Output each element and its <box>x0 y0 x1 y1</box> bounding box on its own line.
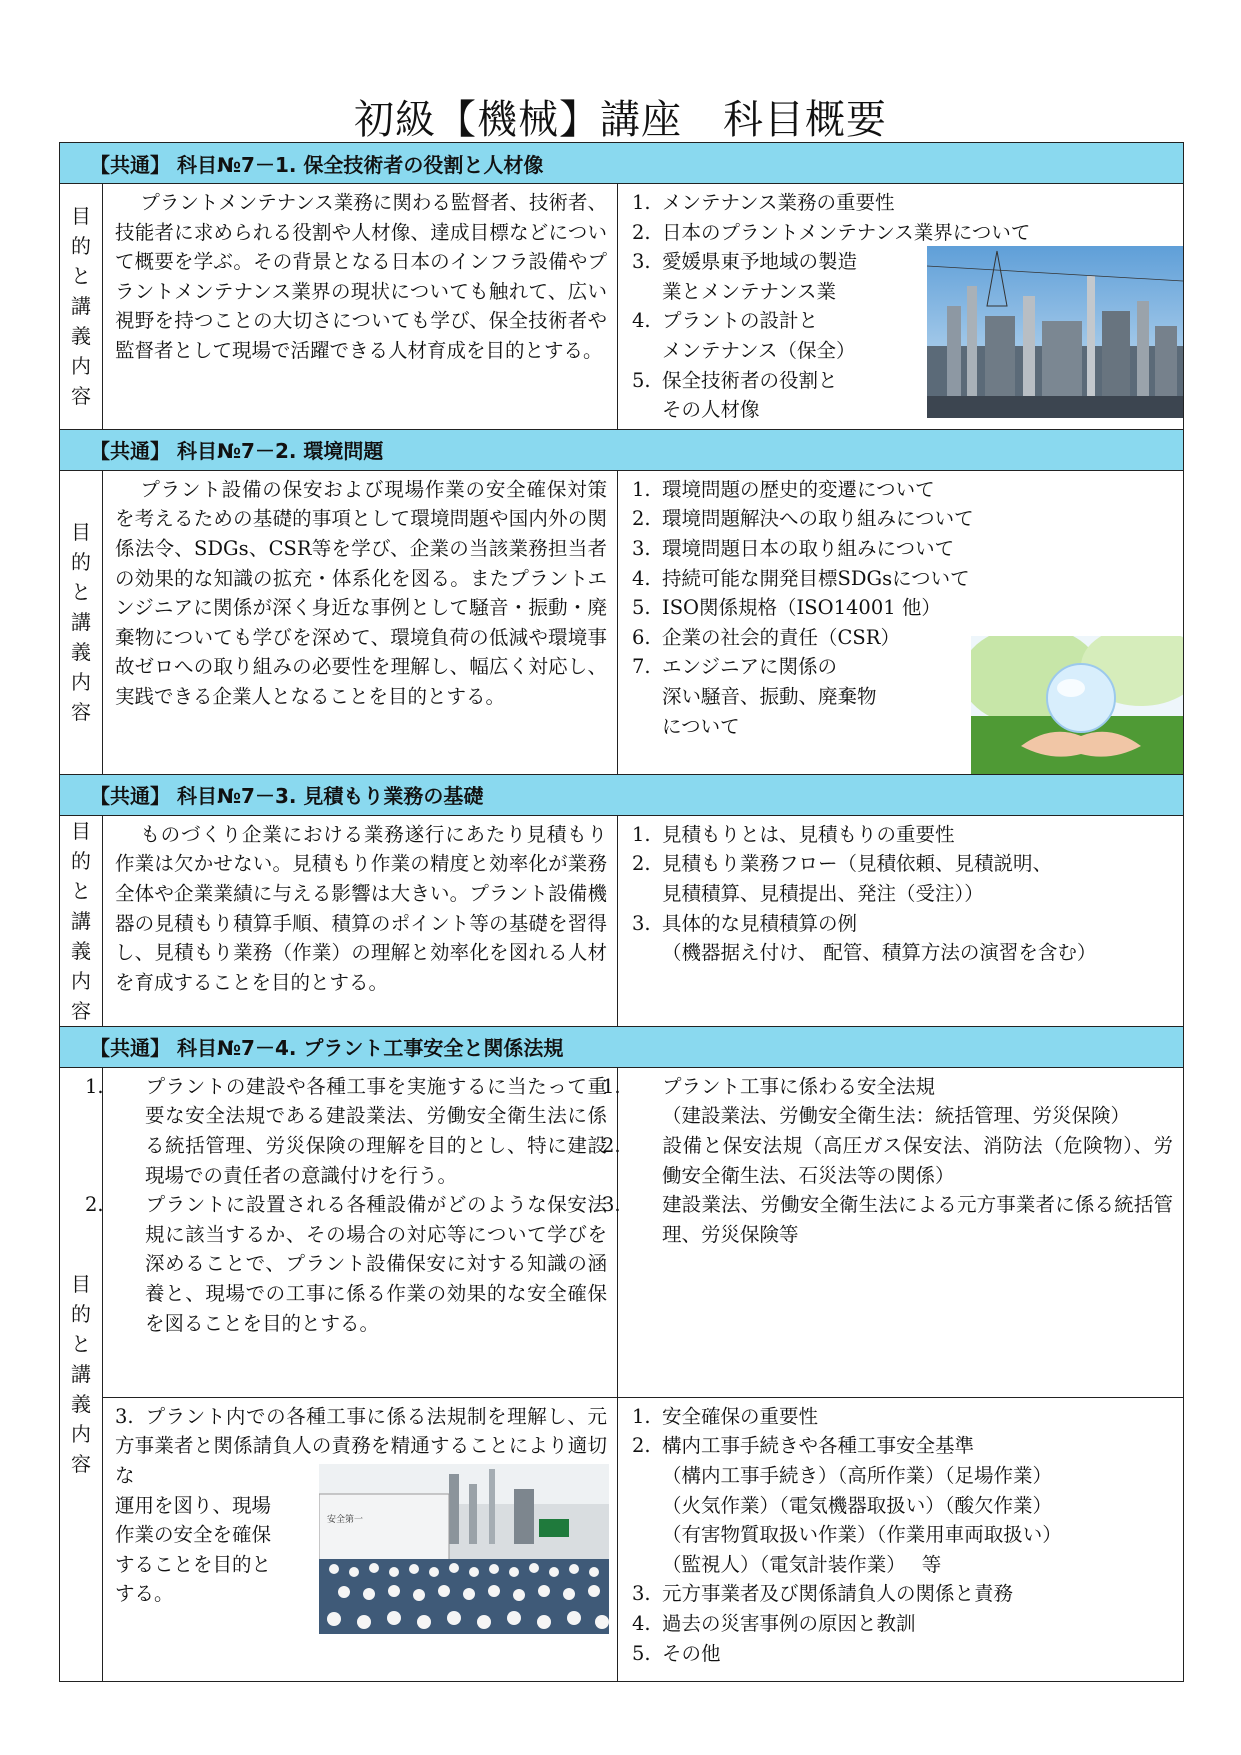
content-cell <box>618 184 1184 430</box>
list-item: 3. 元方事業者及び関係請負人の関係と責務 <box>632 1582 1014 1606</box>
list-item: 3. 環境問題日本の取り組みについて <box>632 536 955 560</box>
purpose-cell <box>103 815 618 1026</box>
list-item: 3. 具体的な見積積算の例 （機器据え付け、 配管、積算方法の演習を含む） <box>632 911 1097 965</box>
section-header-3: 【共通】 科目№7－3. 見積もり業務の基礎 <box>60 774 1184 815</box>
page-title: 初級【機械】講座 科目概要 <box>354 97 887 143</box>
side-label-text: 目 的 と 講 義 内 容 <box>71 204 91 409</box>
side-label-text: 目 的 と 講 義 内 容 <box>71 818 91 1023</box>
side-label <box>60 184 103 430</box>
list-item: 1. 見積もりとは、見積もりの重要性 <box>632 822 955 846</box>
purpose-item-3-rest: 運用を図り、現場 作業の安全を確保 することを目的と する。 <box>115 1493 272 1606</box>
list-item: 2. 構内工事手続きや各種工事安全基準 （構内工事手続き）（高所作業）（足場作業） （火気作業）（電気機器取扱い）（酸欠作業） （有害物質取扱い作業）（作業用車両取扱い） （監視人）（電気計装作業） 等 <box>632 1434 1062 1576</box>
list-item: 1. メンテナンス業務の重要性 <box>632 191 895 214</box>
list-item: 1. 環境問題の歴史的変遷について <box>632 477 935 501</box>
purpose-text: ものづくり企業における業務遂行にあたり見積もり作業は欠かせない。見積もり作業の精度と効率化が業務全体や企業業績に与える影響は大きい。プラント設備機器の見積もり積算手順、積算のポイント等の基礎を習得し、見積もり業務（作業）の理解と効率化を図れる人材を育成することを目的とする。 <box>115 822 607 994</box>
purpose-cell <box>103 184 618 430</box>
list-item: 4. プラントの設計と メンテナンス（保全） <box>632 309 856 362</box>
list-item: 6. 企業の社会的責任（CSR） <box>632 625 900 649</box>
globe-hands-photo <box>971 636 1183 774</box>
list-item: 2. 設備と保安法規（高圧ガス保安法、消防法（危険物）、労働安全衛生法、石災法等の関係） <box>602 1133 1174 1187</box>
list-item: 3. 建設業法、労働安全衛生法による元方事業者に係る統括管理、労災保険等 <box>602 1193 1174 1246</box>
purpose-item: 2. プラントに設置される各種設備がどのような保安法規に該当するか、その場合の対応等について学びを深めることで、プラント設備保安に対する知識の涵養と、現場での工事に係る作業の効果的な安全確保を図ることを目的とする。 <box>85 1193 607 1335</box>
list-item: 2. 環境問題解決への取り組みについて <box>632 507 974 531</box>
purpose-cell <box>103 470 618 774</box>
side-label-text: 目 的 と 講 義 内 容 <box>71 520 91 725</box>
side-label <box>60 1067 103 1681</box>
safety-meeting-photo <box>319 1464 609 1634</box>
side-label <box>60 470 103 774</box>
content-list <box>632 820 1173 968</box>
purpose-list <box>85 1072 607 1338</box>
list-item: 7. エンジニアに関係の 深い騒音、振動、廃棄物 について <box>632 655 877 738</box>
list-item: 1. 安全確保の重要性 <box>632 1404 819 1428</box>
course-table <box>59 142 1184 1682</box>
section-header-1: 【共通】 科目№7－1. 保全技術者の役割と人材像 <box>60 143 1184 184</box>
list-item: 5. その他 <box>632 1641 721 1665</box>
photo-sign-text: 安全第一 <box>327 1514 364 1525</box>
list-item: 5. ISO関係規格（ISO14001 他） <box>632 596 941 620</box>
list-item: 4. 過去の災害事例の原因と教訓 <box>632 1611 916 1635</box>
content-cell <box>618 470 1184 774</box>
content-cell <box>618 815 1184 1026</box>
side-label <box>60 815 103 1026</box>
purpose-cell-2 <box>103 1397 618 1681</box>
section-header-2: 【共通】 科目№7－2. 環境問題 <box>60 429 1184 470</box>
purpose-text: プラント設備の保安および現場作業の安全確保対策を考えるための基礎的事項として環境問題や国内外の関係法令、SDGs、CSR等を学び、企業の当該業務担当者の効果的な知識の拡充・体系化を図る。またプラントエンジニアに関係が深く身近な事例として騒音・振動・廃棄物についても学びを深めて、環境負荷の低減や環境事故ゼロへの取り組みの必要性を理解し、幅広く対応し、実践できる企業人となることを目的とする。 <box>115 477 607 708</box>
list-item: 1. プラント工事に係わる安全法規 （建設業法、労働安全衛生法：統括管理、労災保険） <box>602 1074 1131 1128</box>
list-item: 2. 日本のプラントメンテナンス業界について <box>632 220 1031 244</box>
section-header-4: 【共通】 科目№7－4. プラント工事安全と関係法規 <box>60 1026 1184 1067</box>
content-cell <box>602 1067 1184 1397</box>
purpose-item-3: 3. プラント内での各種工事に係る法規制を理解し、元方事業者と関係請負人の責務を精通することにより適切な <box>115 1404 607 1487</box>
content-list <box>632 1402 1173 1668</box>
purpose-item: 1. プラントの建設や各種工事を実施するに当たって重要な安全法規である建設業法、労働安全衛生法に係る統括管理、労災保険の理解を目的とし、特に建設現場での責任者の意識付けを行う。 <box>85 1074 607 1187</box>
content-list <box>602 1072 1174 1250</box>
list-item: 5. 保全技術者の役割と その人材像 <box>632 368 838 422</box>
list-item: 2. 見積もり業務フロー（見積依頼、見積説明、 見積積算、見積提出、発注（受注）） <box>632 852 1053 905</box>
purpose-text: プラントメンテナンス業務に関わる監督者、技術者、技能者に求められる役割や人材像、達成目標などについて概要を学ぶ。その背景となる日本のインフラ設備やプラントメンテナンス業界の現状についても触れて、広い視野を持つことの大切さについても学び、保全技術者や監督者として現場で活躍できる人材育成を目的とする。 <box>115 191 607 362</box>
list-item: 3. 愛媛県東予地域の製造 業とメンテナンス業 <box>632 250 858 303</box>
list-item: 4. 持続可能な開発目標SDGsについて <box>632 566 970 590</box>
side-label-text: 目 的 と 講 義 内 容 <box>71 1272 91 1477</box>
plant-photo <box>927 246 1183 418</box>
content-cell-2 <box>618 1397 1184 1681</box>
purpose-cell <box>85 1067 618 1397</box>
